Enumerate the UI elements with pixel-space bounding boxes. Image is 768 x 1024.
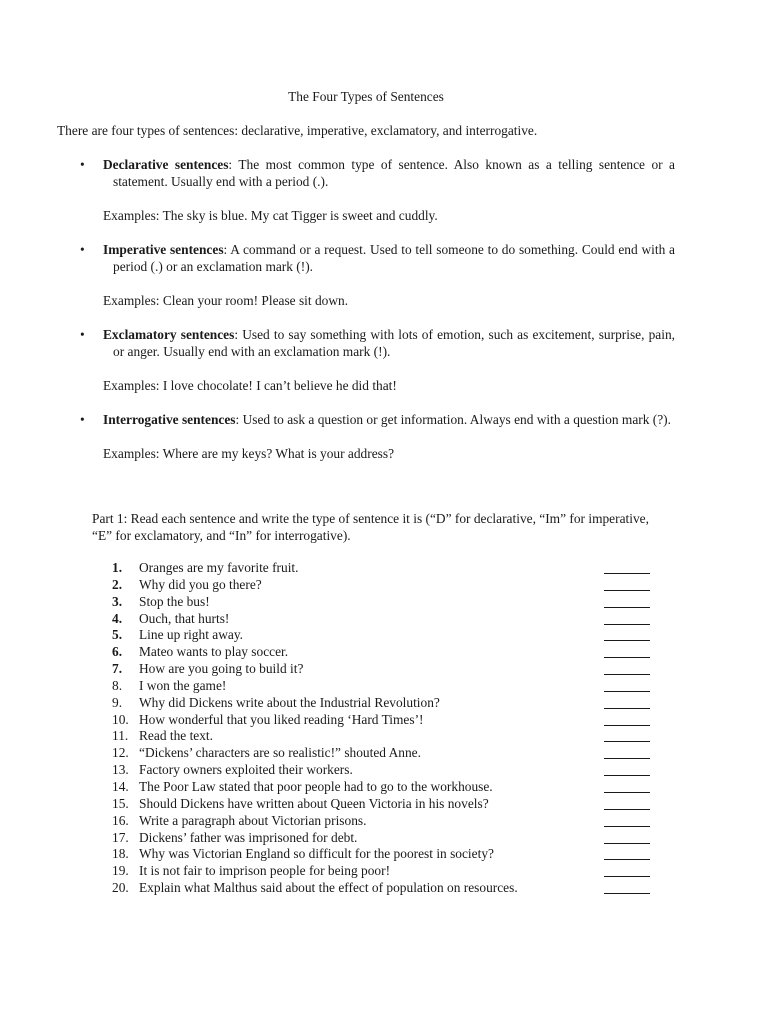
- question-text: How are you going to build it?: [139, 661, 304, 677]
- answer-blank[interactable]: [604, 876, 650, 877]
- question-row: [112, 626, 652, 643]
- question-text: Dickens’ father was imprisoned for debt.: [139, 829, 358, 845]
- question-row: [112, 593, 652, 610]
- question-text: Should Dickens have written about Queen Victoria in his novels?: [139, 795, 489, 811]
- question-row: [112, 761, 652, 778]
- bullet-examples: Examples: The sky is blue. My cat Tigger is sweet and cuddly.: [103, 208, 438, 223]
- question-number: 20.: [112, 880, 129, 896]
- answer-blank[interactable]: [604, 826, 650, 827]
- question-number: 6.: [112, 644, 123, 660]
- question-text: Write a paragraph about Victorian prisons.: [139, 812, 367, 828]
- question-number: 10.: [112, 711, 129, 727]
- question-text: How wonderful that you liked reading ‘Hard Times’!: [139, 711, 424, 727]
- question-text: Why did you go there?: [139, 576, 262, 592]
- answer-blank[interactable]: [604, 859, 650, 860]
- question-row: [112, 812, 652, 829]
- bullet-examples: Examples: I love chocolate! I can’t believe he did that!: [103, 378, 397, 393]
- question-text: “Dickens’ characters are so realistic!” shouted Anne.: [139, 745, 421, 761]
- question-row: [112, 576, 652, 593]
- bullet-definition: : Used to say something with lots of emotion, such as excitement, surprise, pain, or anger. Usually end with an exclamation mark (!).: [113, 327, 675, 359]
- answer-blank[interactable]: [604, 792, 650, 793]
- bullet-dot-icon: •: [80, 412, 85, 427]
- question-row: [112, 795, 652, 812]
- question-text: The Poor Law stated that poor people had to go to the workhouse.: [139, 778, 493, 794]
- question-text: Mateo wants to play soccer.: [139, 644, 289, 660]
- question-number: 14.: [112, 778, 129, 794]
- bullet-definition: : Used to ask a question or get information. Always end with a question mark (?).: [235, 412, 671, 427]
- question-number: 3.: [112, 593, 123, 609]
- intro-text: There are four types of sentences: declarative, imperative, exclamatory, and interrogative.: [57, 123, 538, 138]
- question-number: 13.: [112, 762, 129, 778]
- question-row: [112, 744, 652, 761]
- question-row: [112, 862, 652, 879]
- answer-blank[interactable]: [604, 674, 650, 675]
- answer-blank[interactable]: [604, 624, 650, 625]
- question-row: [112, 660, 652, 677]
- bullet-term: Imperative sentences: [103, 242, 224, 257]
- question-row: [112, 643, 652, 660]
- page-title: The Four Types of Sentences: [288, 89, 444, 104]
- question-row: [112, 610, 652, 627]
- bullet-dot-icon: •: [80, 157, 85, 172]
- answer-blank[interactable]: [604, 775, 650, 776]
- answer-blank[interactable]: [604, 809, 650, 810]
- question-row: [112, 559, 652, 576]
- question-text: Why was Victorian England so difficult for the poorest in society?: [139, 846, 494, 862]
- answer-blank[interactable]: [604, 590, 650, 591]
- bullet-dot-icon: •: [80, 327, 85, 342]
- question-row: [112, 778, 652, 795]
- answer-blank[interactable]: [604, 607, 650, 608]
- question-row: [112, 829, 652, 846]
- question-row: [112, 711, 652, 728]
- bullet-term: Exclamatory sentences: [103, 327, 235, 342]
- answer-blank[interactable]: [604, 573, 650, 574]
- question-number: 16.: [112, 812, 129, 828]
- question-text: Stop the bus!: [139, 593, 210, 609]
- bullet-term: Interrogative sentences: [103, 412, 236, 427]
- question-row: [112, 879, 652, 896]
- question-number: 11.: [112, 728, 129, 744]
- question-number: 5.: [112, 627, 123, 643]
- question-number: 18.: [112, 846, 129, 862]
- answer-blank[interactable]: [604, 640, 650, 641]
- question-number: 4.: [112, 610, 123, 626]
- answer-blank[interactable]: [604, 725, 650, 726]
- bullet-term: Declarative sentences: [103, 157, 229, 172]
- question-number: 7.: [112, 661, 123, 677]
- question-text: Ouch, that hurts!: [139, 610, 230, 626]
- question-number: 1.: [112, 560, 123, 575]
- bullet-interrogative: [80, 411, 675, 462]
- part1-instructions: Part 1: Read each sentence and write the type of sentence it is (“D” for declarative, “Im” for imperative, “E” for exclamatory, and “In” for interrogative).: [92, 511, 649, 543]
- question-text: Read the text.: [139, 728, 213, 744]
- answer-blank[interactable]: [604, 893, 650, 894]
- bullet-dot-icon: •: [80, 242, 85, 257]
- bullet-declarative: [80, 156, 675, 224]
- question-number: 12.: [112, 745, 129, 761]
- answer-blank[interactable]: [604, 657, 650, 658]
- bullet-examples: Examples: Clean your room! Please sit down.: [103, 293, 349, 308]
- question-text: I won the game!: [139, 677, 227, 693]
- question-row: [112, 727, 652, 744]
- question-number: 15.: [112, 795, 129, 811]
- question-text: It is not fair to imprison people for being poor!: [139, 863, 391, 879]
- question-number: 17.: [112, 829, 129, 845]
- question-number: 8.: [112, 677, 123, 693]
- answer-blank[interactable]: [604, 843, 650, 844]
- bullet-imperative: [80, 241, 675, 309]
- question-row: [112, 845, 652, 862]
- bullet-definition: : The most common type of sentence. Also known as a telling sentence or a statement. Usually end with a period (.).: [113, 157, 675, 189]
- bullet-examples: Examples: Where are my keys? What is your address?: [103, 446, 395, 461]
- question-text: Explain what Malthus said about the effect of population on resources.: [139, 880, 518, 896]
- question-number: 19.: [112, 863, 129, 879]
- question-row: [112, 677, 652, 694]
- bullet-exclamatory: [80, 326, 675, 394]
- question-row: [112, 694, 652, 711]
- bullet-definition: : A command or a request. Used to tell someone to do something. Could end with a period (.) or an exclamation mark (!).: [113, 242, 675, 274]
- question-list: [112, 559, 652, 896]
- answer-blank[interactable]: [604, 741, 650, 742]
- question-number: 2.: [112, 576, 123, 592]
- question-text: Factory owners exploited their workers.: [139, 762, 353, 778]
- answer-blank[interactable]: [604, 691, 650, 692]
- question-number: 9.: [112, 694, 123, 710]
- question-text: Why did Dickens write about the Industrial Revolution?: [139, 694, 440, 710]
- answer-blank[interactable]: [604, 758, 650, 759]
- answer-blank[interactable]: [604, 708, 650, 709]
- question-text: Oranges are my favorite fruit.: [139, 560, 299, 575]
- question-text: Line up right away.: [139, 627, 243, 643]
